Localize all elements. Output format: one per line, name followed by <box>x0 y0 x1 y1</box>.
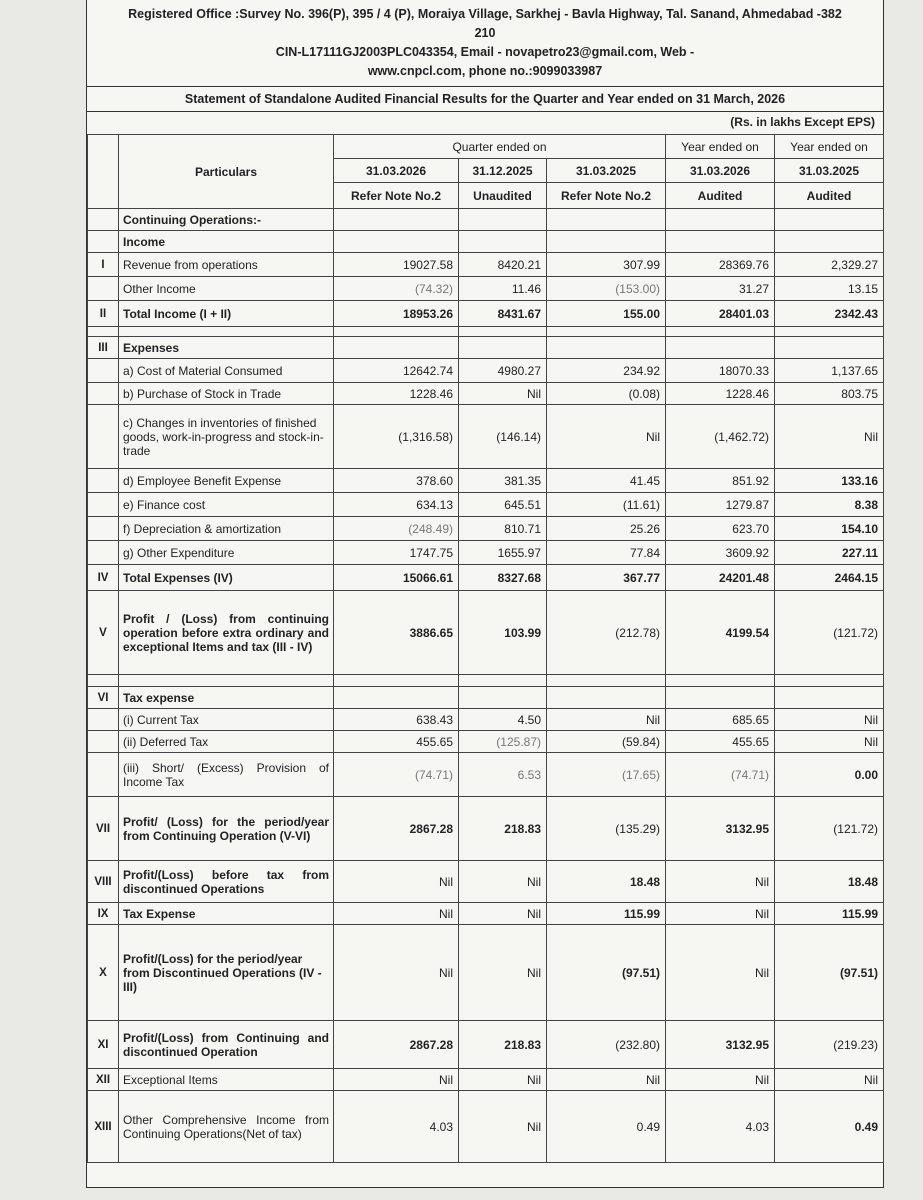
value-cell <box>775 327 884 337</box>
value-cell: 2342.43 <box>775 301 884 327</box>
value-cell: 810.71 <box>459 517 547 541</box>
value-cell: Nil <box>547 709 666 731</box>
row-number <box>88 327 119 337</box>
row-label: (ii) Deferred Tax <box>119 731 334 753</box>
row-label: Tax Expense <box>119 903 334 925</box>
value-cell: 8431.67 <box>459 301 547 327</box>
table-row <box>88 903 884 925</box>
row-label: Profit/ (Loss) for the period/year from Continuing Operation (V-VI) <box>119 797 334 861</box>
value-cell: (146.14) <box>459 405 547 469</box>
row-number <box>88 231 119 253</box>
table-row <box>88 753 884 797</box>
row-number: VI <box>88 687 119 709</box>
statement-title: Statement of Standalone Audited Financial Results for the Quarter and Year ended on 31 March, 2026 <box>87 87 883 112</box>
value-cell: 18.48 <box>547 861 666 903</box>
value-cell <box>459 327 547 337</box>
value-cell: Nil <box>459 903 547 925</box>
web-phone-line: www.cnpcl.com, phone no.:9099033987 <box>367 64 603 78</box>
value-cell: 685.65 <box>666 709 775 731</box>
value-cell: (97.51) <box>547 925 666 1021</box>
value-cell: 1228.46 <box>334 383 459 405</box>
table-row <box>88 209 884 231</box>
row-number <box>88 493 119 517</box>
table-row <box>88 565 884 591</box>
value-cell <box>334 687 459 709</box>
value-cell: Nil <box>547 1069 666 1091</box>
table-row <box>88 675 884 687</box>
table-header <box>88 135 884 209</box>
value-cell: Nil <box>775 1069 884 1091</box>
value-cell: 25.26 <box>547 517 666 541</box>
value-cell <box>334 327 459 337</box>
value-cell: Nil <box>547 405 666 469</box>
value-cell: (1,462.72) <box>666 405 775 469</box>
row-label: a) Cost of Material Consumed <box>119 359 334 383</box>
table-row <box>88 541 884 565</box>
row-number: II <box>88 301 119 327</box>
col-status: Audited <box>666 183 775 209</box>
value-cell <box>334 675 459 687</box>
table-row <box>88 591 884 675</box>
row-label: Exceptional Items <box>119 1069 334 1091</box>
value-cell: (97.51) <box>775 925 884 1021</box>
value-cell: (248.49) <box>334 517 459 541</box>
value-cell: 4980.27 <box>459 359 547 383</box>
row-label: Profit/(Loss) for the period/year from Discontinued Operations (IV - III) <box>119 925 334 1021</box>
quarter-ended-header: Quarter ended on <box>334 135 666 159</box>
value-cell <box>666 209 775 231</box>
col-date: 31.12.2025 <box>459 159 547 183</box>
row-label: Revenue from operations <box>119 253 334 277</box>
value-cell: 18953.26 <box>334 301 459 327</box>
value-cell: (0.08) <box>547 383 666 405</box>
table-row <box>88 359 884 383</box>
registered-office-pin: 210 <box>474 26 496 40</box>
value-cell: (219.23) <box>775 1021 884 1069</box>
value-cell: 133.16 <box>775 469 884 493</box>
value-cell: Nil <box>334 903 459 925</box>
value-cell: 1655.97 <box>459 541 547 565</box>
value-cell <box>666 687 775 709</box>
table-row <box>88 327 884 337</box>
row-label: Tax expense <box>119 687 334 709</box>
row-label: e) Finance cost <box>119 493 334 517</box>
row-number: III <box>88 337 119 359</box>
value-cell: Nil <box>459 1091 547 1163</box>
value-cell: 1228.46 <box>666 383 775 405</box>
value-cell: (212.78) <box>547 591 666 675</box>
value-cell: 367.77 <box>547 565 666 591</box>
value-cell: (232.80) <box>547 1021 666 1069</box>
value-cell: 645.51 <box>459 493 547 517</box>
value-cell <box>547 209 666 231</box>
value-cell: (121.72) <box>775 591 884 675</box>
row-label: d) Employee Benefit Expense <box>119 469 334 493</box>
value-cell: 455.65 <box>666 731 775 753</box>
value-cell <box>666 337 775 359</box>
row-number <box>88 209 119 231</box>
value-cell: Nil <box>459 925 547 1021</box>
row-number: VIII <box>88 861 119 903</box>
value-cell: (59.84) <box>547 731 666 753</box>
value-cell: Nil <box>775 709 884 731</box>
value-cell: 4.03 <box>334 1091 459 1163</box>
value-cell: 18070.33 <box>666 359 775 383</box>
row-number: X <box>88 925 119 1021</box>
col-status: Audited <box>775 183 884 209</box>
value-cell: Nil <box>334 1069 459 1091</box>
value-cell: 18.48 <box>775 861 884 903</box>
value-cell: 851.92 <box>666 469 775 493</box>
value-cell: 8327.68 <box>459 565 547 591</box>
col-status: Refer Note No.2 <box>547 183 666 209</box>
value-cell: 3132.95 <box>666 797 775 861</box>
value-cell: 8.38 <box>775 493 884 517</box>
row-number <box>88 709 119 731</box>
value-cell: (135.29) <box>547 797 666 861</box>
row-label: Continuing Operations:- <box>119 209 334 231</box>
value-cell: (17.65) <box>547 753 666 797</box>
row-label: Other Income <box>119 277 334 301</box>
value-cell: Nil <box>459 383 547 405</box>
value-cell: 154.10 <box>775 517 884 541</box>
value-cell: 103.99 <box>459 591 547 675</box>
row-label: (i) Current Tax <box>119 709 334 731</box>
value-cell <box>459 231 547 253</box>
value-cell: 218.83 <box>459 797 547 861</box>
row-number <box>88 541 119 565</box>
value-cell: 0.00 <box>775 753 884 797</box>
value-cell: 455.65 <box>334 731 459 753</box>
table-row <box>88 709 884 731</box>
value-cell: 11.46 <box>459 277 547 301</box>
value-cell <box>459 687 547 709</box>
value-cell: 115.99 <box>775 903 884 925</box>
value-cell: (153.00) <box>547 277 666 301</box>
registered-office-line: Registered Office :Survey No. 396(P), 395 / 4 (P), Moraiya Village, Sarkhej - Bavla Highway, Tal. Sanand, Ahmedabad -382 <box>128 7 842 21</box>
value-cell: 307.99 <box>547 253 666 277</box>
row-number <box>88 469 119 493</box>
value-cell: Nil <box>666 1069 775 1091</box>
table-row <box>88 277 884 301</box>
value-cell: 623.70 <box>666 517 775 541</box>
row-number: IX <box>88 903 119 925</box>
table-row <box>88 383 884 405</box>
row-label: b) Purchase of Stock in Trade <box>119 383 334 405</box>
row-number <box>88 517 119 541</box>
value-cell: 41.45 <box>547 469 666 493</box>
row-number: VII <box>88 797 119 861</box>
col-status: Unaudited <box>459 183 547 209</box>
value-cell: Nil <box>775 731 884 753</box>
row-number <box>88 383 119 405</box>
value-cell: 638.43 <box>334 709 459 731</box>
table-row <box>88 301 884 327</box>
row-label: Total Expenses (IV) <box>119 565 334 591</box>
value-cell: 3132.95 <box>666 1021 775 1069</box>
value-cell: Nil <box>334 861 459 903</box>
row-label: g) Other Expenditure <box>119 541 334 565</box>
value-cell: (1,316.58) <box>334 405 459 469</box>
row-number: I <box>88 253 119 277</box>
table-row <box>88 517 884 541</box>
value-cell <box>459 337 547 359</box>
row-label: Profit/(Loss) before tax from discontinued Operations <box>119 861 334 903</box>
value-cell <box>775 231 884 253</box>
row-number: V <box>88 591 119 675</box>
value-cell: 28369.76 <box>666 253 775 277</box>
value-cell: (74.71) <box>334 753 459 797</box>
value-cell: Nil <box>459 1069 547 1091</box>
row-number <box>88 731 119 753</box>
value-cell: 1279.87 <box>666 493 775 517</box>
value-cell: 13.15 <box>775 277 884 301</box>
value-cell <box>547 675 666 687</box>
value-cell: 0.49 <box>775 1091 884 1163</box>
value-cell: Nil <box>334 925 459 1021</box>
value-cell <box>775 337 884 359</box>
value-cell: Nil <box>775 405 884 469</box>
value-cell: 6.53 <box>459 753 547 797</box>
row-number: XII <box>88 1069 119 1091</box>
table-row <box>88 1021 884 1069</box>
value-cell: 2867.28 <box>334 797 459 861</box>
table-row <box>88 925 884 1021</box>
col-date: 31.03.2025 <box>775 159 884 183</box>
table-row <box>88 1069 884 1091</box>
sr-no-header <box>88 135 119 209</box>
value-cell: 2867.28 <box>334 1021 459 1069</box>
row-label: Other Comprehensive Income from Continuing Operations(Net of tax) <box>119 1091 334 1163</box>
row-label: f) Depreciation & amortization <box>119 517 334 541</box>
row-number <box>88 753 119 797</box>
value-cell: 28401.03 <box>666 301 775 327</box>
value-cell: 4.03 <box>666 1091 775 1163</box>
value-cell: 227.11 <box>775 541 884 565</box>
table-row <box>88 861 884 903</box>
row-label: Total Income (I + II) <box>119 301 334 327</box>
value-cell: 1,137.65 <box>775 359 884 383</box>
value-cell: (125.87) <box>459 731 547 753</box>
value-cell: 4199.54 <box>666 591 775 675</box>
value-cell <box>547 231 666 253</box>
value-cell <box>775 675 884 687</box>
value-cell: 0.49 <box>547 1091 666 1163</box>
row-number: XI <box>88 1021 119 1069</box>
table-row <box>88 731 884 753</box>
value-cell <box>334 231 459 253</box>
financial-results-table <box>87 134 884 1163</box>
table-body <box>88 209 884 1163</box>
value-cell: (121.72) <box>775 797 884 861</box>
particulars-header: Particulars <box>119 135 334 209</box>
value-cell: 115.99 <box>547 903 666 925</box>
row-label <box>119 675 334 687</box>
row-number <box>88 359 119 383</box>
cin-email-line: CIN-L17111GJ2003PLC043354, Email - novapetro23@gmail.com, Web - <box>275 45 695 59</box>
row-label <box>119 327 334 337</box>
value-cell: (74.71) <box>666 753 775 797</box>
results-document <box>86 0 884 1188</box>
col-status: Refer Note No.2 <box>334 183 459 209</box>
value-cell: 234.92 <box>547 359 666 383</box>
value-cell: Nil <box>459 861 547 903</box>
value-cell <box>775 209 884 231</box>
value-cell <box>666 327 775 337</box>
value-cell <box>547 687 666 709</box>
value-cell: 8420.21 <box>459 253 547 277</box>
table-row <box>88 405 884 469</box>
value-cell: 378.60 <box>334 469 459 493</box>
row-label: Profit / (Loss) from continuing operation before extra ordinary and exceptional Items and tax (III - IV) <box>119 591 334 675</box>
value-cell: 218.83 <box>459 1021 547 1069</box>
value-cell: (74.32) <box>334 277 459 301</box>
value-cell: 155.00 <box>547 301 666 327</box>
value-cell: 3609.92 <box>666 541 775 565</box>
value-cell <box>547 327 666 337</box>
value-cell: 634.13 <box>334 493 459 517</box>
value-cell: 15066.61 <box>334 565 459 591</box>
table-row <box>88 1091 884 1163</box>
table-row <box>88 493 884 517</box>
row-number <box>88 405 119 469</box>
table-row <box>88 231 884 253</box>
value-cell <box>666 231 775 253</box>
table-row <box>88 337 884 359</box>
table-row <box>88 253 884 277</box>
value-cell: 1747.75 <box>334 541 459 565</box>
value-cell: 2,329.27 <box>775 253 884 277</box>
row-number: IV <box>88 565 119 591</box>
value-cell: 12642.74 <box>334 359 459 383</box>
value-cell: Nil <box>666 925 775 1021</box>
value-cell: 381.35 <box>459 469 547 493</box>
col-date: 31.03.2026 <box>666 159 775 183</box>
unit-note: (Rs. in lakhs Except EPS) <box>730 115 875 129</box>
value-cell <box>459 209 547 231</box>
col-date: 31.03.2025 <box>547 159 666 183</box>
row-label: Income <box>119 231 334 253</box>
value-cell <box>334 209 459 231</box>
value-cell: 24201.48 <box>666 565 775 591</box>
row-label: Expenses <box>119 337 334 359</box>
row-label: Profit/(Loss) from Continuing and discontinued Operation <box>119 1021 334 1069</box>
value-cell: 803.75 <box>775 383 884 405</box>
row-number <box>88 277 119 301</box>
value-cell: 77.84 <box>547 541 666 565</box>
value-cell <box>334 337 459 359</box>
value-cell: (11.61) <box>547 493 666 517</box>
value-cell: Nil <box>666 861 775 903</box>
table-row <box>88 797 884 861</box>
value-cell: Nil <box>666 903 775 925</box>
year-ended-header-2: Year ended on <box>775 135 884 159</box>
value-cell: 3886.65 <box>334 591 459 675</box>
col-date: 31.03.2026 <box>334 159 459 183</box>
table-row <box>88 469 884 493</box>
value-cell: 31.27 <box>666 277 775 301</box>
year-ended-header-1: Year ended on <box>666 135 775 159</box>
table-row <box>88 687 884 709</box>
value-cell <box>666 675 775 687</box>
value-cell <box>459 675 547 687</box>
value-cell <box>775 687 884 709</box>
value-cell <box>547 337 666 359</box>
value-cell: 4.50 <box>459 709 547 731</box>
row-label: (iii) Short/ (Excess) Provision of Income Tax <box>119 753 334 797</box>
row-label: c) Changes in inventories of finished goods, work-in-progress and stock-in-trade <box>119 405 334 469</box>
value-cell: 19027.58 <box>334 253 459 277</box>
company-header <box>87 0 883 87</box>
row-number: XIII <box>88 1091 119 1163</box>
value-cell: 2464.15 <box>775 565 884 591</box>
row-number <box>88 675 119 687</box>
